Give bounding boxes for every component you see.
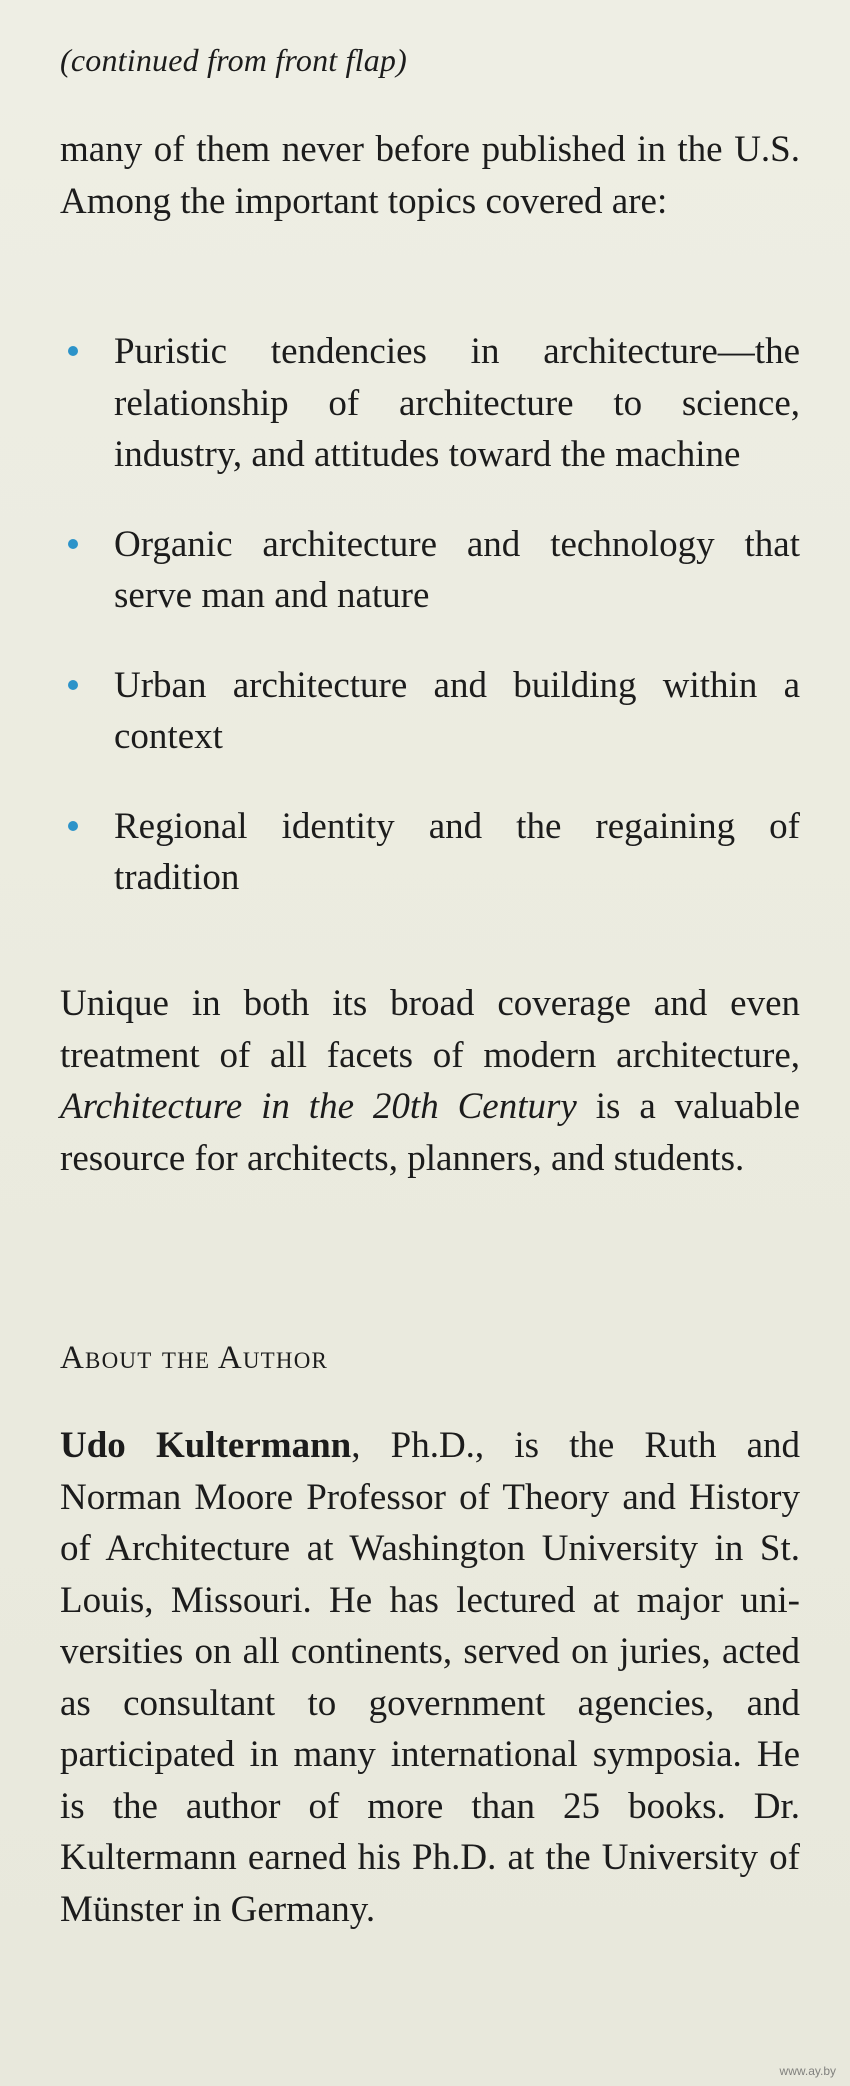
list-item: [60, 519, 800, 622]
intro-text: many of them never before published in the U.S. Among the important topics covered are:: [60, 129, 800, 222]
list-item-text: Puristic tendencies in architecture—the relationship of architecture to science, industry, and attitudes toward the machine: [114, 331, 800, 475]
bio-text: [60, 1420, 800, 1935]
bullet-icon: [68, 346, 78, 356]
summary-tail: is a valuable resource for architects, planners, and students.: [60, 1086, 800, 1179]
bio-body: , Ph.D., is the Ruth and Norman Moore Professor of Theory and History of Architecture at Washington University in St. Louis, Missouri. He has lectured at major universities on all continents, served on juries, acted as consultant to government agencies, and participated in many international symposia. He is the author of more than 25 books. Dr. Kultermann earned his Ph.D. at the University of Münster in Germany.: [60, 1425, 801, 1930]
continued-note: (continued from front flap): [60, 42, 407, 78]
author-heading: About the Author: [60, 1340, 329, 1376]
bullet-icon: [68, 539, 78, 549]
summary-text: [60, 978, 800, 1184]
bullet-icon: [68, 680, 78, 690]
list-item: [60, 801, 800, 904]
list-item: [60, 326, 800, 481]
topics-list: [60, 326, 800, 942]
intro-paragraph: [60, 124, 800, 227]
author-bio: [60, 1420, 800, 1935]
summary-paragraph: [60, 978, 800, 1184]
book-title: Architecture in the 20th Century: [60, 1086, 577, 1127]
bullet-icon: [68, 821, 78, 831]
author-name: Udo Kultermann: [60, 1425, 352, 1466]
summary-lead: Unique in both its broad coverage and even treatment of all facets of modern architecture,: [60, 983, 800, 1076]
list-item: [60, 660, 800, 763]
list-item-text: Regional identity and the regaining of tradition: [114, 805, 800, 898]
list-item-text: Organic architecture and technology that serve man and nature: [114, 523, 800, 616]
watermark: www.ay.by: [779, 2064, 836, 2078]
list-item-text: Urban architecture and building within a context: [114, 664, 800, 757]
